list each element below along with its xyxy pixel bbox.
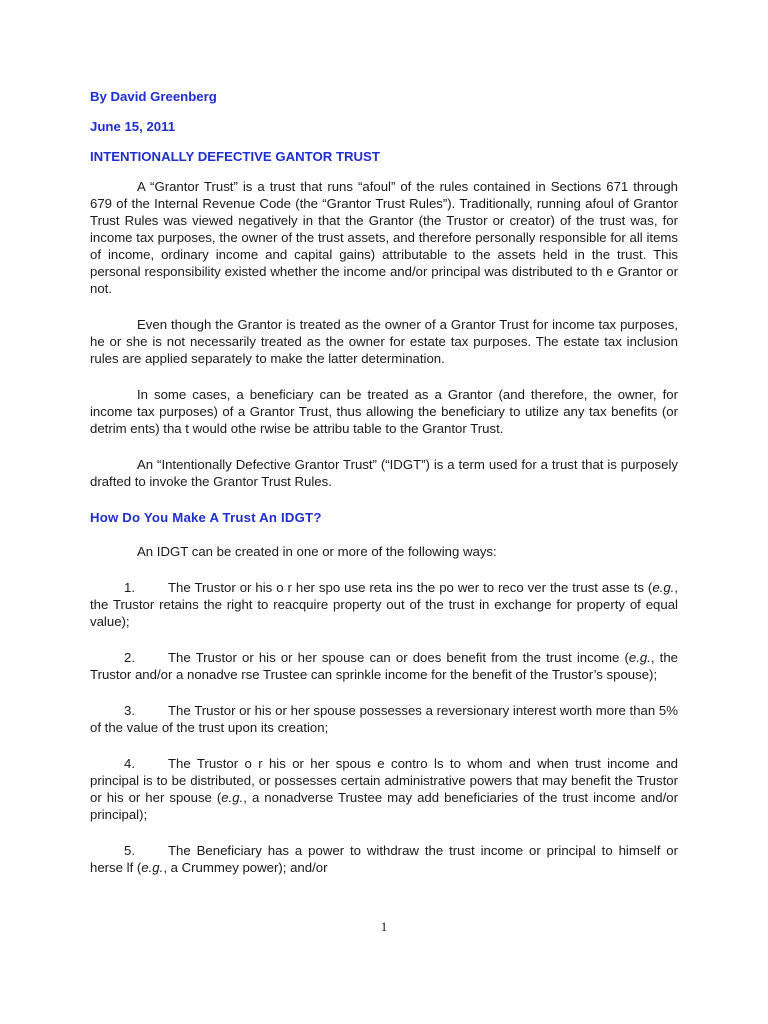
page-number: 1 (380, 919, 388, 934)
paragraph-idgt-definition: An “Intentionally Defective Grantor Trust” (“IDGT”) is a term used for a trust that is purposely drafted to invoke the Grantor Trust Rules. (90, 457, 678, 489)
section-intro: An IDGT can be created in one or more of the following ways: (137, 544, 497, 559)
list-text: The Trustor or his or her spouse can or does benefit from the trust income ( (168, 650, 629, 665)
list-text: , a nonadverse Trustee may add beneficiaries of the trust income and/or principal); (90, 790, 678, 822)
list-text: , the Trustor retains the right to reacquire property out of the trust in exchange for property of equal value); (90, 580, 678, 629)
list-number: 3. (124, 703, 135, 718)
list-eg: e.g. (628, 650, 651, 665)
list-text: , the Trustor and/or a nonadve rse Trustee can sprinkle income for the benefit of the Trustor’s spouse); (90, 650, 678, 682)
paragraph-beneficiary-grantor: In some cases, a beneficiary can be treated as a Grantor (and therefore, the owner, for income tax purposes) of a Grantor Trust, thus allowing the beneficiary to utilize any tax benefits (or detrim ents) tha t would othe rwise be attribu table to the Grantor Trust. (90, 387, 678, 436)
list-text: The Trustor or his or her spouse possesses a reversionary interest worth more than 5% of the value of the trust upon its creation; (90, 703, 678, 735)
paragraph-grantor-trust-definition: A “Grantor Trust” is a trust that runs “afoul” of the rules contained in Sections 671 through 679 of the Internal Revenue Code (the “Grantor Trust Rules”). Traditionally, running afoul of Grantor Trust Rules was viewed negatively in that the Grantor (the Trustor or creator) of the trust was, for income tax purposes, the owner of the trust assets, and therefore personally responsible for all items of income, ordinary income and capital gains) attributable to the assets held in the trust. This personal responsibility existed whether the income and/or principal was distributed to th e Grantor or not. (90, 179, 678, 296)
list-number: 5. (124, 843, 135, 858)
list-eg: e.g. (221, 790, 244, 805)
list-item-3 (90, 702, 678, 736)
section-heading: How Do You Make A Trust An IDGT? (90, 510, 322, 525)
document-title: INTENTIONALLY DEFECTIVE GANTOR TRUST (90, 149, 380, 164)
author-line: By David Greenberg (90, 89, 217, 104)
paragraph-estate-tax: Even though the Grantor is treated as the owner of a Grantor Trust for income tax purposes, he or she is not necessarily treated as the owner for estate tax purposes. The estate tax inclusion rules are applied separately to make the latter determination. (90, 317, 678, 366)
list-item-2 (90, 649, 678, 683)
list-text: The Trustor or his o r her spo use reta ins the po wer to reco ver the trust asse ts ( (168, 580, 653, 595)
list-item-5 (90, 842, 678, 876)
list-number: 2. (124, 650, 135, 665)
list-text: , a Crummey power); and/or (163, 860, 328, 875)
list-item-1 (90, 579, 678, 630)
list-number: 1. (124, 580, 135, 595)
list-item-4 (90, 755, 678, 823)
list-text: The Trustor o r his or her spous e contro ls to whom and when trust income and principal is to be distributed, or possesses certain administrative powers that may benefit the Trustor or his or her spouse ( (90, 756, 678, 805)
list-eg: e.g. (141, 860, 164, 875)
date-line: June 15, 2011 (90, 119, 176, 134)
list-eg: e.g. (652, 580, 675, 595)
list-text: The Beneficiary has a power to withdraw the trust income or principal to himself or herse lf ( (90, 843, 678, 875)
list-number: 4. (124, 756, 135, 771)
